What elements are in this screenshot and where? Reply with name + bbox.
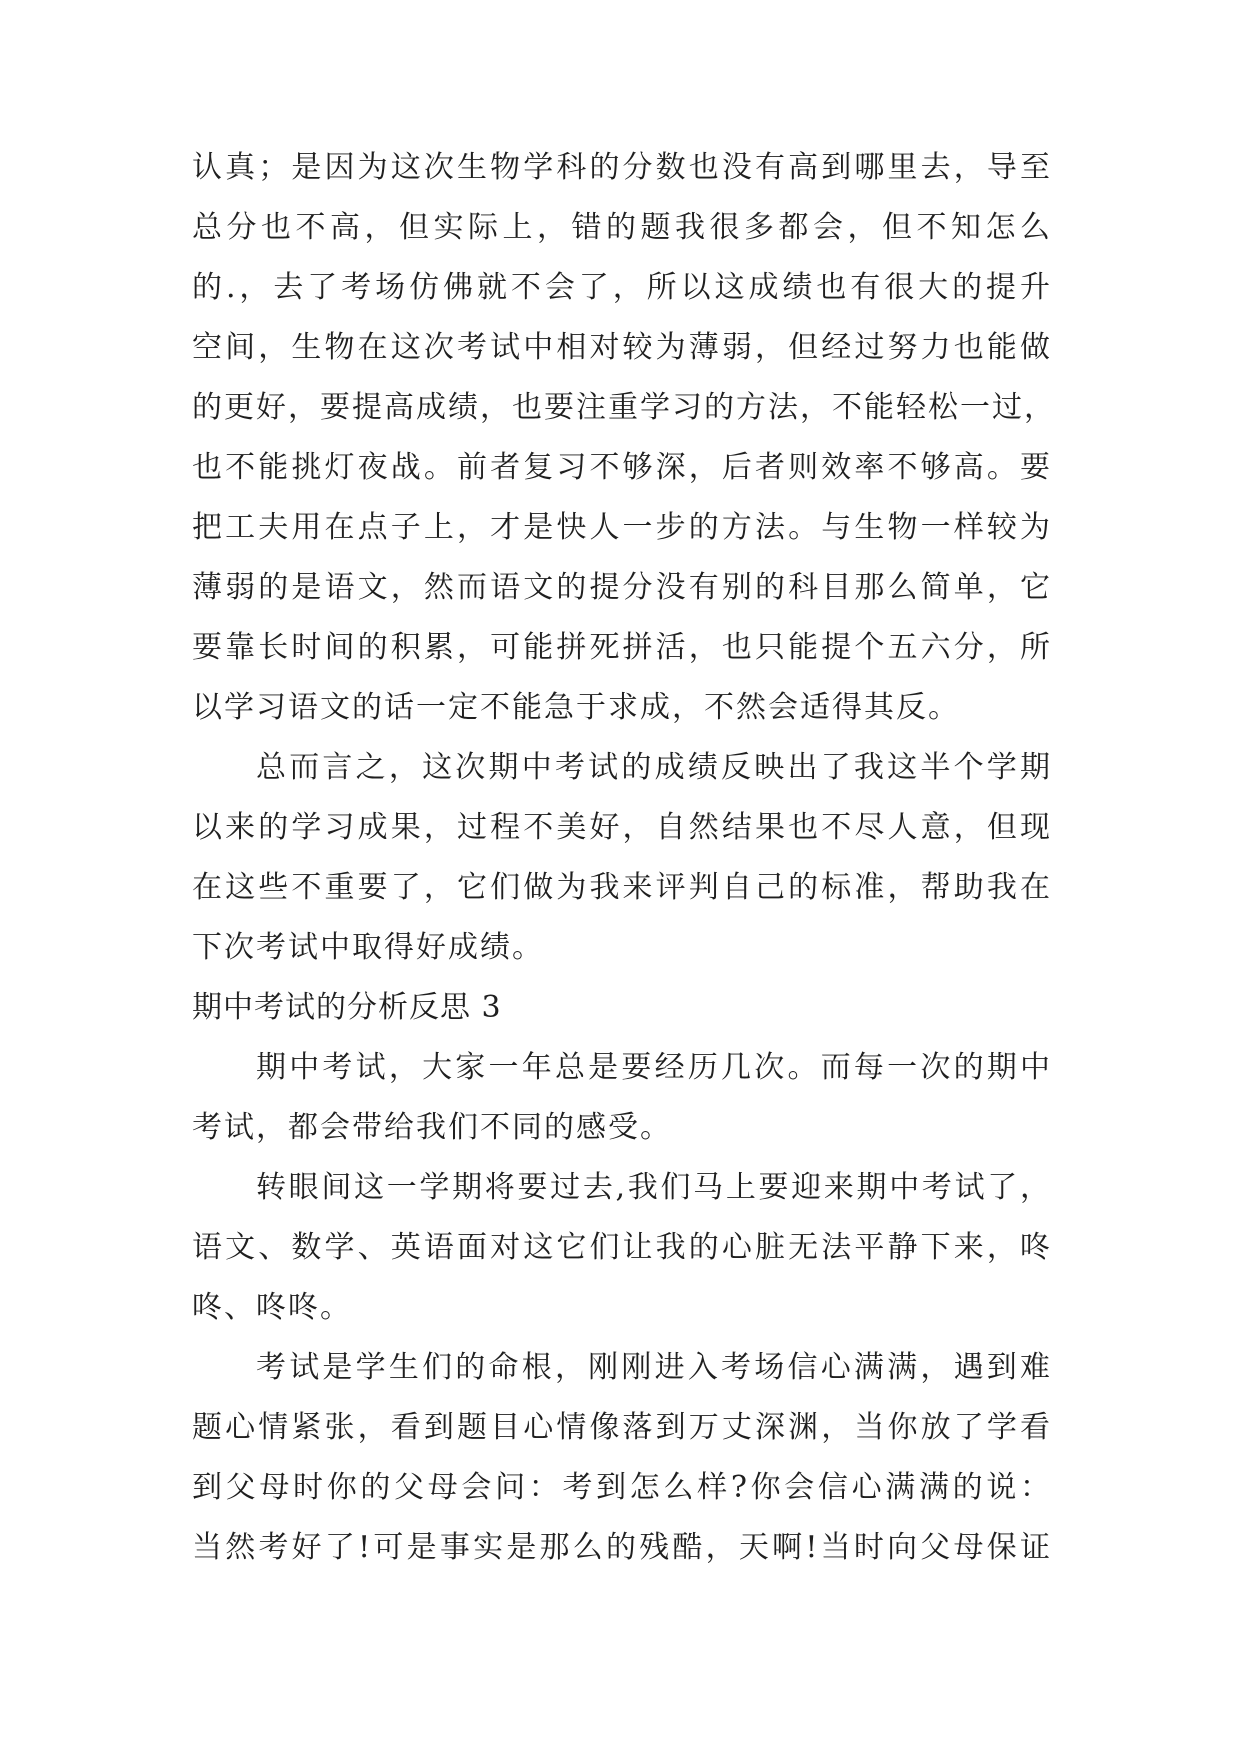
section-paragraph-2 — [192, 1158, 1052, 1338]
text-line: 语文、数学、英语面对这它们让我的心脏无法平静下来，咚 — [192, 1230, 1052, 1265]
text-line: 也不能挑灯夜战。前者复习不够深，后者则效率不够高。要 — [192, 450, 1052, 485]
text-line: 咚、咚咚。 — [192, 1290, 352, 1325]
text-line: 总而言之，这次期中考试的成绩反映出了我这半个学期 — [256, 750, 1052, 785]
text-line: 当然考好了!可是事实是那么的残酷，天啊!当时向父母保证 — [192, 1530, 1052, 1565]
text-line: 题心情紧张，看到题目心情像落到万丈深渊，当你放了学看 — [192, 1410, 1052, 1445]
text-line: 的更好，要提高成绩，也要注重学习的方法，不能轻松一过， — [192, 390, 1056, 425]
section-paragraph-1 — [192, 1038, 1052, 1158]
text-line: 薄弱的是语文，然而语文的提分没有别的科目那么简单，它 — [192, 570, 1052, 605]
text-line: 考试是学生们的命根，刚刚进入考场信心满满，遇到难 — [256, 1350, 1052, 1385]
document-body — [192, 138, 1056, 1578]
paragraph-1 — [192, 138, 1056, 738]
text-line: 要靠长时间的积累，可能拼死拼活，也只能提个五六分，所 — [192, 630, 1052, 665]
text-line: 以学习语文的话一定不能急于求成，不然会适得其反。 — [192, 690, 960, 725]
text-line: 到父母时你的父母会问：考到怎么样?你会信心满满的说： — [192, 1470, 1052, 1505]
text-line: 的.，去了考场仿佛就不会了，所以这成绩也有很大的提升 — [192, 270, 1052, 305]
paragraph-2 — [192, 738, 1052, 978]
text-line: 把工夫用在点子上，才是快人一步的方法。与生物一样较为 — [192, 510, 1052, 545]
text-line: 空间，生物在这次考试中相对较为薄弱，但经过努力也能做 — [192, 330, 1052, 365]
text-line: 以来的学习成果，过程不美好，自然结果也不尽人意，但现 — [192, 810, 1052, 845]
text-line: 认真；是因为这次生物学科的分数也没有高到哪里去，导至 — [192, 150, 1052, 185]
text-line: 总分也不高，但实际上，错的题我很多都会，但不知怎么 — [192, 210, 1052, 245]
text-line: 下次考试中取得好成绩。 — [192, 930, 544, 965]
section-heading: 期中考试的分析反思 3 — [192, 990, 502, 1025]
text-line: 转眼间这一学期将要过去,我们马上要迎来期中考试了， — [256, 1170, 1052, 1205]
text-line: 考试，都会带给我们不同的感受。 — [192, 1110, 672, 1145]
text-line: 期中考试，大家一年总是要经历几次。而每一次的期中 — [256, 1050, 1052, 1085]
text-line: 在这些不重要了，它们做为我来评判自己的标准，帮助我在 — [192, 870, 1052, 905]
section-paragraph-3 — [192, 1338, 1052, 1578]
